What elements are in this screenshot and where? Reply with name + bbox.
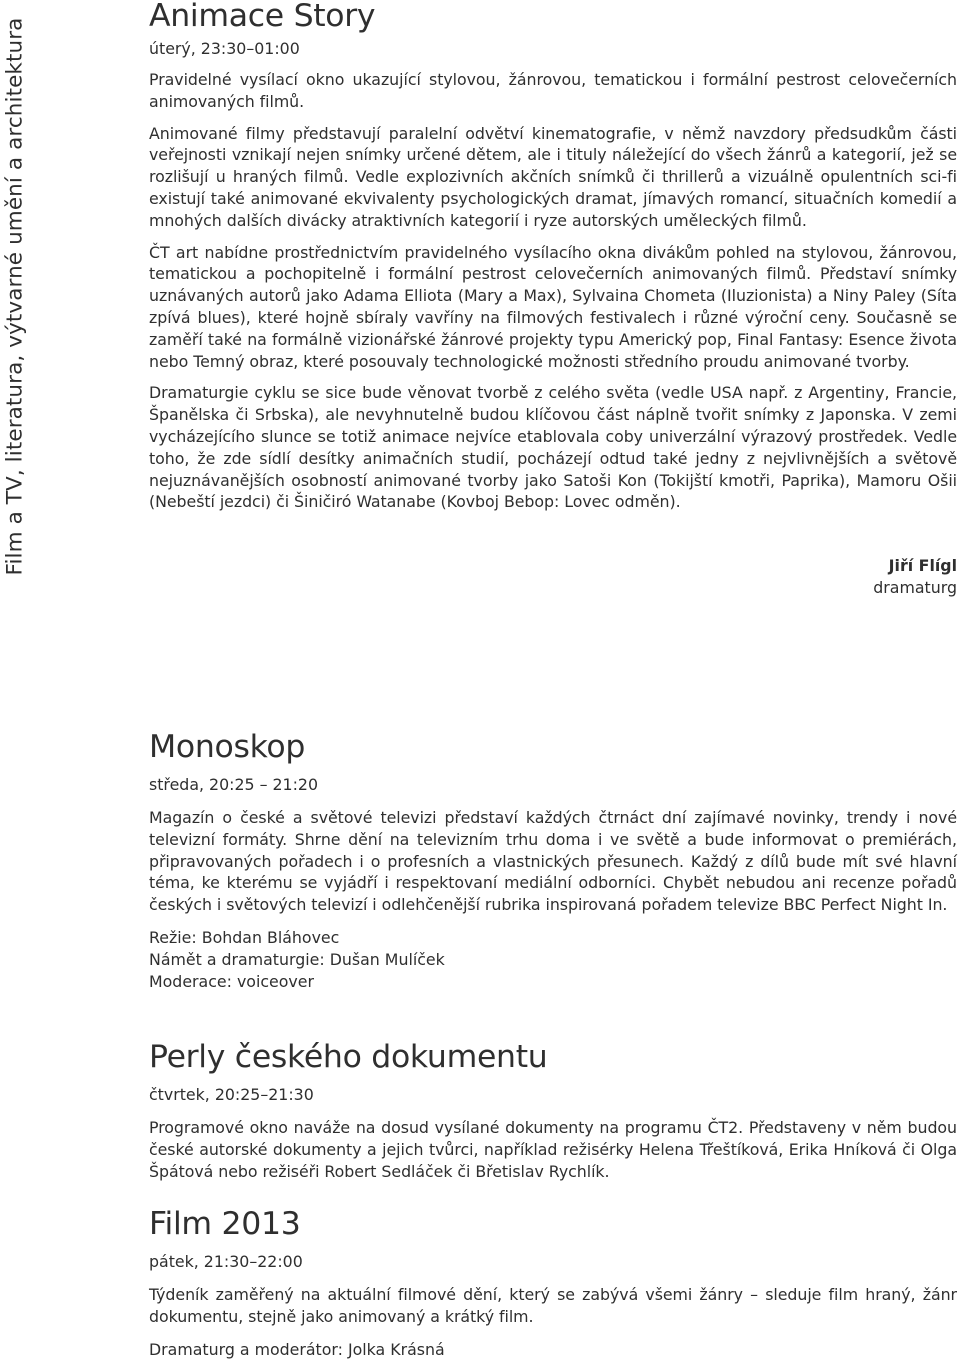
credit-line: Dramaturg a moderátor: Jolka Krásná xyxy=(149,1339,445,1359)
signature xyxy=(149,555,957,599)
broadcast-time: pátek, 21:30–22:00 xyxy=(149,1252,303,1271)
section-title: Monoskop xyxy=(149,729,306,765)
broadcast-time: čtvrtek, 20:25–21:30 xyxy=(149,1085,314,1104)
credits xyxy=(149,1339,957,1361)
credit-line: Režie: Bohdan Bláhovec xyxy=(149,927,340,947)
broadcast-time: středa, 20:25 – 21:20 xyxy=(149,775,319,794)
page-content xyxy=(149,0,957,1359)
paragraph: Týdeník zaměřený na aktuální filmové dění, který se zabývá všemi žánry – sleduje film hraný, žánr dokumentu, stejně jako animovaný a krátký film. xyxy=(149,1285,957,1326)
paragraph: Pravidelné vysílací okno ukazující stylovou, žánrovou, tematickou i formální pestrost celovečerních animovaných filmů. xyxy=(149,70,957,111)
section-perly xyxy=(149,1038,957,1182)
credit-line: Námět a dramaturgie: Dušan Mulíček xyxy=(149,949,445,969)
section-film-2013 xyxy=(149,1205,957,1361)
credit-line: Moderace: voiceover xyxy=(149,971,314,991)
paragraph: Dramaturgie cyklu se sice bude věnovat tvorbě z celého světa (vedle USA např. z Argentiny, Francie, Španělska či Srbska), ale nevyhnutelně budou klíčovou část náplně tvořit snímky z Japonska. V zemi vycházejícího slunce se totiž animace nejvíce etablovala coby univerzální výrazový prostředek. Vedle toho, že zde sídlí desítky animačních studií, pocházejí odtud také jedny z nejvlivnějších a světově nejuznávanějších osobností animované tvorby jako Satoši Kon (Tokijští kmotři, Paprika), Mamoru Ošii (Nebeští jezdci) či Šiničiró Watanabe (Kovboj Bebop: Lovec odměn). xyxy=(149,383,957,512)
section-monoskop xyxy=(149,728,957,993)
section-animace-story xyxy=(149,0,957,599)
vertical-section-title xyxy=(2,0,28,592)
paragraph: Animované filmy představují paralelní odvětví kinematografie, v němž navzdory předsudkům části veřejnosti vznikají nejen snímky určené dětem, ale i tituly náležející do všech žánrů a kategorií, jež se rozlišují u hraných filmů. Vedle explozivních akčních snímků či thrillerů a vizuálně opulentních sci-fi existují také animované ekvivalenty psychologických dramat, jímavých romancí, situačních komedií a mnohých dalších divácky atraktivních kategorií i ryze autorských uměleckých filmů. xyxy=(149,123,957,230)
signature-name: Jiří Flígl xyxy=(888,556,957,576)
section-title: Film 2013 xyxy=(149,1206,301,1242)
credits xyxy=(149,927,957,993)
broadcast-time: úterý, 23:30–01:00 xyxy=(149,39,300,58)
side-title-text: Film a TV, literatura, výtvarné umění a architektura xyxy=(2,17,28,575)
section-title: Perly českého dokumentu xyxy=(149,1039,548,1075)
paragraph: ČT art nabídne prostřednictvím pravidelného vysílacího okna divákům pohled na stylovou, žánrovou, tematickou a pochopitelně i formální pestrost celovečerních animovaných filmů. Představí snímky uznávaných autorů jako Adama Elliota (Mary a Max), Sylvaina Chometa (Iluzionista) a Niny Paley (Síta zpívá blues), které hojně sbíraly vavříny na filmových festivalech i různé výroční ceny. Současně se zaměří také na formálně vizionářské žánrové projekty typu Americký pop, Final Fantasy: Esence života nebo Temný obraz, které posouvaly technologické možnosti středního proudu animované tvorby. xyxy=(149,242,957,371)
section-title: Animace Story xyxy=(149,0,376,34)
signature-role: dramaturg xyxy=(873,578,957,598)
paragraph: Programové okno naváže na dosud vysílané dokumenty na programu ČT2. Představeny v něm budou české autorské dokumenty a jejich tvůrci, například režisérky Helena Třeštíková, Erika Hníková či Olga Špátová nebo režiséři Robert Sedláček či Břetislav Rychlík. xyxy=(149,1118,957,1181)
paragraph: Magazín o české a světové televizi představí každých čtrnáct dní zajímavé novinky, trendy i nové televizní formáty. Shrne dění na televizním trhu doma i ve světě a bude informovat o premiérách, připravovaných pořadech i o profesních a vlastnických přesunech. Každý z dílů bude mít své hlavní téma, ke kterému se vyjádří i respektovaní mediální odborníci. Chybět nebudou ani recenze pořadů českých i světových televizí i odlehčenější rubrika inspirovaná pořadem televize BBC Perfect Night In. xyxy=(149,808,957,915)
